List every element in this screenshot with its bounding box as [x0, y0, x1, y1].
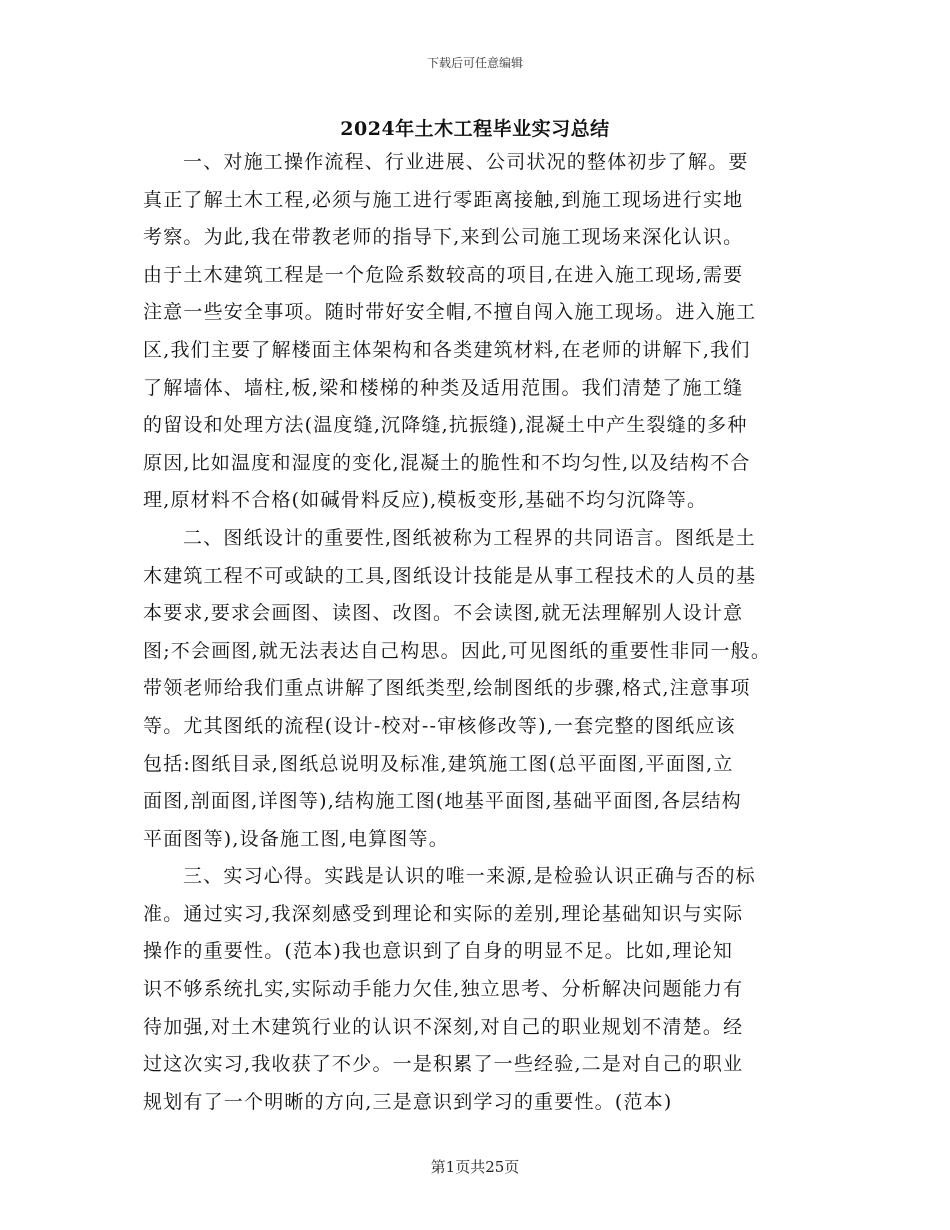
- header-note: 下载后可任意编辑: [426, 56, 523, 70]
- paragraph-line: 了解墙体、墙柱,板,梁和楼梯的种类及适用范围。我们清楚了施工缝: [143, 376, 744, 399]
- paragraph-line: 带领老师给我们重点讲解了图纸类型,绘制图纸的步骤,格式,注意事项: [143, 677, 751, 700]
- paragraph-line: 等。尤其图纸的流程(设计-校对--审核修改等),一套完整的图纸应该: [143, 714, 736, 737]
- paragraph-line: 规划有了一个明晰的方向,三是意识到学习的重要性。(范本): [143, 1090, 673, 1113]
- paragraph-line: 原因,比如温度和湿度的变化,混凝土的脆性和不均匀性,以及结构不合: [143, 451, 751, 474]
- paragraph-line: 图;不会画图,就无法表达自己构思。因此,可见图纸的重要性非同一般。: [143, 639, 772, 662]
- page-number: 第1页共25页: [430, 1158, 520, 1176]
- paragraph-line: 识不够系统扎实,实际动手能力欠佳,独立思考、分析解决问题能力有: [143, 978, 744, 1001]
- paragraph-line: 理,原材料不合格(如碱骨料反应),模板变形,基础不均匀沉降等。: [143, 489, 708, 512]
- paragraph-line: 真正了解土木工程,必须与施工进行零距离接触,到施工现场进行实地: [143, 188, 744, 211]
- paragraph-line: 注意一些安全事项。随时带好安全帽,不擅自闯入施工现场。进入施工: [143, 301, 757, 324]
- paragraph-line: 包括:图纸目录,图纸总说明及标准,建筑施工图(总平面图,平面图,立: [143, 752, 734, 775]
- paragraph-line: 考察。为此,我在带教老师的指导下,来到公司施工现场来深化认识。: [143, 226, 744, 249]
- paragraph-line: 区,我们主要了解楼面主体架构和各类建筑材料,在老师的讲解下,我们: [143, 338, 751, 361]
- paragraph-line: 操作的重要性。(范本)我也意识到了自身的明显不足。比如,理论知: [143, 940, 734, 963]
- paragraph-line: 面图,剖面图,详图等),结构施工图(地基平面图,基础平面图,各层结构: [143, 790, 742, 813]
- paragraph-line: 木建筑工程不可或缺的工具,图纸设计技能是从事工程技术的人员的基: [143, 564, 757, 587]
- document-title: 2024年土木工程毕业实习总结: [340, 118, 610, 140]
- document-body: [143, 144, 823, 1121]
- paragraph-line: 一、对施工操作流程、行业进展、公司状况的整体初步了解。要: [183, 151, 749, 173]
- paragraph-line: 的留设和处理方法(温度缝,沉降缝,抗振缝),混凝土中产生裂缝的多种: [143, 414, 748, 437]
- paragraph-line: 本要求,要求会画图、读图、改图。不会读图,就无法理解别人设计意: [143, 602, 744, 625]
- paragraph-line: 由于土木建筑工程是一个危险系数较高的项目,在进入施工现场,需要: [143, 263, 744, 286]
- paragraph-line: 过这次实习,我收获了不少。一是积累了一些经验,二是对自己的职业: [143, 1053, 744, 1076]
- paragraph-line: 三、实习心得。实践是认识的唯一来源,是检验认识正确与否的标: [183, 865, 756, 888]
- paragraph-line: 平面图等),设备施工图,电算图等。: [143, 827, 449, 850]
- paragraph-line: 待加强,对土木建筑行业的认识不深刻,对自己的职业规划不清楚。经: [143, 1015, 744, 1038]
- paragraph-line: 准。通过实习,我深刻感受到理论和实际的差别,理论基础知识与实际: [143, 902, 744, 925]
- paragraph-line: 二、图纸设计的重要性,图纸被称为工程界的共同语言。图纸是土: [183, 526, 756, 549]
